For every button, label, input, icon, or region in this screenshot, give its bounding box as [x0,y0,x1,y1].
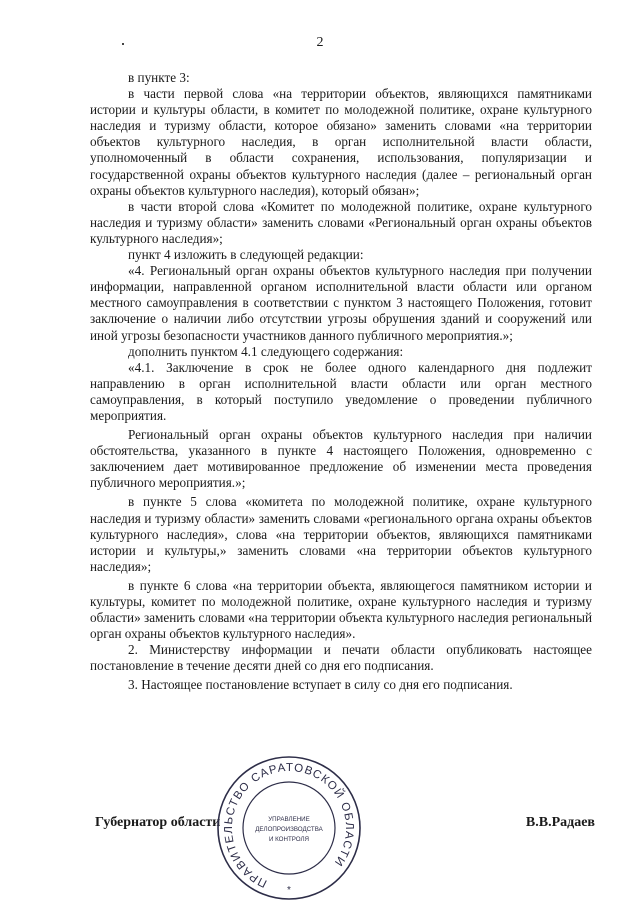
paragraph-item-4-text: «4. Региональный орган охраны объектов культурного наследия при получении информации, направленной органом исполнительной власти области или органом местного самоуправления в соответствии с пунктом 3 настоящего Положения, готовит заключение о наличии либо отсутствии угрозы обрушения зданий и сооружений или иной угрозы безопасности участников данного публичного мероприятия.»; [90,263,592,343]
paragraph-item-6: в пункте 6 слова «на территории объекта, являющегося памятником истории и культуры, комитет по молодежной политике, охране культурного наследия и туризму области» заменить словами «на территории объекта культурного наследия региональный орган охраны объектов культурного наследия». [90,577,592,642]
seal-center-line-2: ДЕЛОПРОИЗВОДСТВА [255,826,323,833]
paragraph-clause-3: 3. Настоящее постановление вступает в силу со дня его подписания. [128,677,513,693]
paragraph-item-4-1-second: Региональный орган охраны объектов культурного наследия при наличии обстоятельства, указанного в пункте 4 настоящего Положения, одновременно с заключением дает мотивированное предложение об изменении места проведения публичного мероприятия.»; [90,427,592,491]
signature-title: Губернатор области [95,815,221,830]
seal-star-icon: * [287,885,291,896]
seal-center-line-1: УПРАВЛЕНИЕ [268,816,310,823]
page-number: 2 [316,35,324,50]
paragraph-clause-2: 2. Министерству информации и печати области опубликовать настоящее постановление в течение десяти дней со дня его подписания. [90,642,592,674]
paragraph-item-5: в пункте 5 слова «комитета по молодежной политике, охране культурного наследия и туризму области» заменить словами «регионального органа охраны объектов культурного наследия», слова «на территории объектов, являющихся памятниками истории и культуры,» заменить словами «на территории объектов культурного наследия»; [90,494,592,574]
paragraph-item-3-intro: в пункте 3: [128,70,190,85]
official-seal-stamp [214,753,364,903]
seal-center-line-3: И КОНТРОЛЯ [268,836,310,843]
signature-name: В.В.Радаев [525,815,595,830]
paragraph-item-4-1-text: «4.1. Заключение в срок не более одного календарного дня подлежит направлению в орган исполнительной власти области или орган местного самоуправления, в который поступило уведомление о проведении публичного мероприятия. [90,359,592,423]
paragraph-part-two: в части второй слова «Комитет по молодежной политике, охране культурного наследия и туризму области» заменить словами «Региональный орган охраны объектов культурного наследия»; [90,198,592,246]
document-body [90,70,592,694]
seal-ring-text: ПРАВИТЕЛЬСТВО САРАТОВСКОЙ ОБЛАСТИ [222,761,356,890]
paragraph-part-one: в части первой слова «на территории объектов, являющихся памятниками истории и культуры области, в комитет по молодежной политике, охране культурного наследия и туризму области, которое обязано» заменить словами «на территории объектов культурного наследия, в орган исполнительной власти области, уполномоченный в области сохранения, использования, популяризации и государственной охраны объектов культурного наследия (далее – региональный орган охраны объектов культурного наследия), который обязан»; [90,86,592,198]
paragraph-item-4-1-intro: дополнить пунктом 4.1 следующего содержания: [128,343,404,359]
paragraph-item-4-intro: пункт 4 изложить в следующей редакции: [128,247,364,263]
scan-dot-mark [122,43,124,45]
